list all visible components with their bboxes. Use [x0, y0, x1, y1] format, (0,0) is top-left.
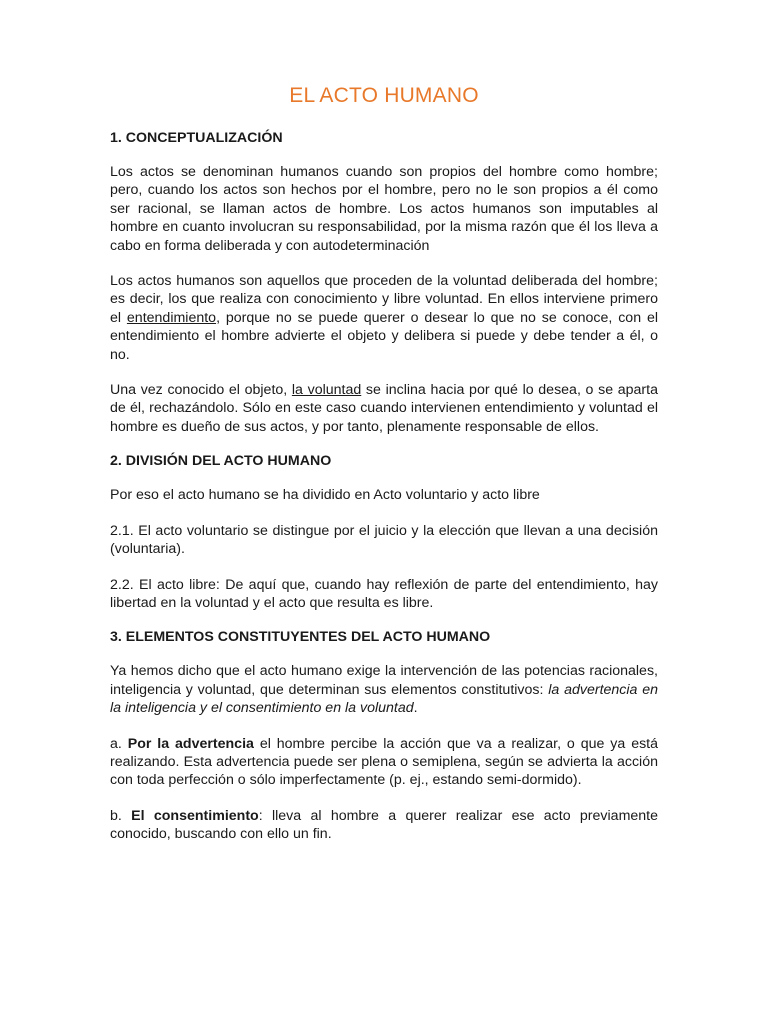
advertencia-term: Por la advertencia [127, 735, 254, 752]
section-heading-elementos: 3. ELEMENTOS CONSTITUYENTES DEL ACTO HUMANO [110, 629, 491, 646]
section-heading-division: 2. DIVISIÓN DEL ACTO HUMANO [110, 453, 332, 470]
paragraph-advertencia-text: el hombre percibe la acción que va a realizar, o que ya está realizando. Esta advertencia puede ser plena o semiplena, según se advierta la acción con toda perfección o sólo imperfectamente (p. ej., estando semi-dormido). [110, 735, 659, 789]
paragraph-3-text-b: se inclina hacia por qué lo desea, o se aparta de él, rechazándolo. Sólo en este caso cuando intervienen entendimiento y voluntad el hombre es dueño de sus actos, y por tanto, plenamente responsable de ellos. [110, 382, 658, 435]
document-title: EL ACTO HUMANO [289, 84, 479, 107]
section-heading-conceptualizacion: 1. CONCEPTUALIZACIÓN [110, 130, 283, 146]
paragraph-3-text-a: Una vez conocido el objeto, [110, 382, 292, 399]
paragraph-1: Los actos se denominan humanos cuando son propios del hombre como hombre; pero, cuando los actos son hechos por el hombre, pero no le son propios a él como ser racional, se llaman actos de hombre. Los actos humanos son imputables al hombre en cuanto involucran su responsabilidad, por la misma razón que él los lleva a cabo en forma deliberada y con autodeterminación [110, 164, 658, 254]
paragraph-consentimiento-prefix: b. [110, 807, 132, 824]
voluntad-link[interactable]: la voluntad [291, 382, 362, 399]
entendimiento-link[interactable]: entendimiento [126, 309, 217, 326]
paragraph-elementos-text-b: . [413, 700, 418, 717]
paragraph-elementos-italic: la advertencia en la inteligencia y el consentimiento en la voluntad [110, 681, 658, 717]
paragraph-2-text-a: Los actos humanos son aquellos que proceden de la voluntad deliberada del hombre; es decir, los que realiza con conocimiento y libre voluntad. En ellos interviene primero el [110, 273, 658, 326]
paragraph-consentimiento-text: : lleva al hombre a querer realizar ese acto previamente conocido, buscando con ello un fin. [110, 807, 658, 843]
paragraph-elementos-intro [110, 662, 658, 717]
paragraph-2 [110, 272, 658, 364]
paragraph-acto-libre: 2.2. El acto libre: De aquí que, cuando hay reflexión de parte del entendimiento, hay libertad en la voluntad y el acto que resulta es libre. [110, 576, 658, 611]
consentimiento-term: El consentimiento [131, 807, 259, 824]
paragraph-3 [110, 381, 658, 436]
document-page [110, 84, 658, 861]
paragraph-advertencia-prefix: a. [110, 735, 128, 752]
paragraph-2-text-b: , porque no se puede querer o desear lo que no se conoce, con el entendimiento el hombre advierte el objeto y delibera si puede y debe tender a él, o no. [110, 309, 659, 363]
paragraph-acto-voluntario: 2.1. El acto voluntario se distingue por el juicio y la elección que llevan a una decisión (voluntaria). [110, 522, 658, 558]
paragraph-elementos-text-a: Ya hemos dicho que el acto humano exige la intervención de las potencias racionales, inteligencia y voluntad, que determinan sus elementos constitutivos: [110, 663, 658, 698]
paragraph-advertencia [110, 735, 658, 790]
paragraph-consentimiento [110, 807, 658, 844]
paragraph-division-intro: Por eso el acto humano se ha dividido en Acto voluntario y acto libre [110, 487, 540, 504]
